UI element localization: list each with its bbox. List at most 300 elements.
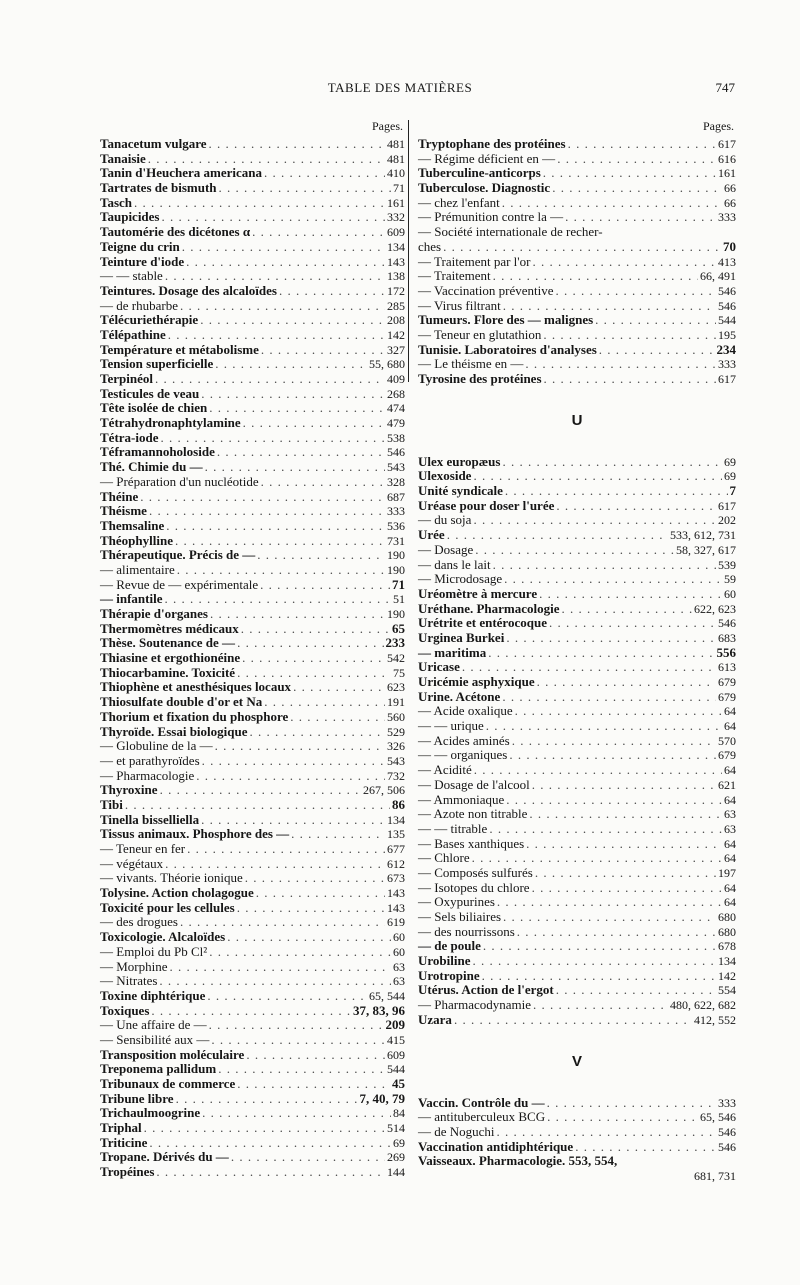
entry-term: Vaisseaux. Pharmacologie. 553, 554, [418,1153,618,1169]
entry-pages: 63 [724,821,736,836]
entry-term: — Isotopes du chlore [418,879,530,895]
dot-leader [180,915,385,930]
entry-pages: 678 [718,939,736,954]
entry-term: Tête isolée de chien [100,400,208,416]
entry-pages: 143 [387,886,405,901]
index-entry [418,837,736,852]
dot-leader [443,240,721,255]
index-entry [418,793,736,808]
entry-pages: 65, 546 [700,1110,736,1125]
index-entry [100,284,405,299]
entry-pages: 66 [724,195,736,210]
entry-pages: 412, 552 [694,1012,736,1027]
index-entry [100,504,405,519]
index-entry [100,255,405,270]
entry-pages: 333 [387,504,405,519]
dot-leader [502,196,722,211]
index-entry [418,313,736,328]
index-entry [418,210,736,225]
dot-leader [219,181,391,196]
entry-term: Thèse. Soutenance de — [100,635,236,651]
entry-term: Tuberculose. Diagnostic [418,180,551,196]
index-entry [100,269,405,284]
index-entry [100,901,405,916]
index-entry [100,769,405,784]
entry-pages: 134 [387,812,405,827]
dot-leader [215,739,385,754]
entry-pages: 554 [718,983,736,998]
dot-leader [290,710,385,725]
entry-term: Théisme [100,503,147,519]
entry-term: Uréase pour doser l'urée [418,497,555,513]
index-entry [100,225,405,240]
entry-pages: 333 [718,1095,736,1110]
page-number: 747 [715,80,735,95]
dot-leader [515,704,722,719]
index-entry [100,299,405,314]
dot-leader [497,1125,716,1140]
entry-term: Uréthane. Pharmacologie [418,600,560,616]
entry-pages: 732 [387,768,405,783]
index-entry [418,734,736,749]
dot-leader [526,837,722,852]
entry-term: — — stable [100,268,163,284]
index-entry [100,240,405,255]
index-entry [418,1096,736,1111]
entry-pages: 570 [718,733,736,748]
index-entry [418,998,736,1013]
dot-leader [544,372,716,387]
entry-pages: 66, 491 [700,269,736,284]
entry-pages: 69 [724,454,736,469]
entry-term: Thiocarbamine. Toxicité [100,664,236,680]
dot-leader [489,822,722,837]
index-entry [418,137,736,152]
index-entry [100,798,405,813]
index-entry [418,196,736,211]
dot-leader [599,343,715,358]
entry-term: — Préparation d'un nucléotide [100,473,259,489]
entry-pages: 190 [387,607,405,621]
index-list [418,137,736,1184]
dot-leader [245,871,385,886]
entry-pages: 333 [718,210,736,225]
index-entry [100,1033,405,1048]
entry-pages: 616 [718,151,736,166]
entry-term: Thermomètres médicaux [100,620,239,636]
entry-pages: 64 [724,704,736,719]
entry-term: Tanaisie [100,150,146,166]
entry-pages: 172 [387,283,405,298]
dot-leader [210,607,385,622]
entry-pages: 267, 506 [363,783,405,798]
entry-pages: 208 [387,313,405,328]
index-entry [100,1150,405,1165]
entry-term: — Emploi du Pb Cl² [100,943,208,959]
entry-pages: 86 [392,796,405,812]
entry-term: Urobiline [418,953,471,969]
index-entry [418,269,736,284]
dot-leader [462,660,716,675]
entry-pages: 269 [387,1150,405,1165]
index-entry [418,748,736,763]
index-entry [418,357,736,372]
entry-term: Tasch [100,194,133,210]
entry-term: — Bases xanthiques [418,835,525,851]
entry-pages: 65, 544 [369,988,405,1003]
dot-leader [155,372,385,387]
entry-term: Tétra-iode [100,429,159,445]
entry-term: — Acide oxalique [418,703,513,719]
entry-pages: 64 [724,851,736,866]
index-entry [100,680,405,695]
entry-term: — Nitrates [100,973,158,989]
entry-pages: 190 [387,562,405,577]
entry-pages: 328 [387,474,405,489]
dot-leader [176,1092,358,1107]
entry-pages: 514 [387,1121,405,1136]
entry-term: — Vaccination préventive [418,282,554,298]
index-entry [100,754,405,769]
entry-term: — alimentaire [100,561,175,577]
entry-pages: 65 [392,620,405,636]
entry-pages: 64 [724,895,736,910]
index-entry [418,455,736,470]
entry-term: Tibi [100,796,123,812]
dot-leader [557,152,716,167]
index-entry [418,925,736,940]
entry-term: ches [418,238,442,254]
entry-term: — Acides aminés [418,732,510,748]
entry-pages: 63 [724,807,736,822]
entry-term: — de Noguchi [418,1123,495,1139]
entry-term: Transposition moléculaire [100,1046,245,1062]
index-entry [418,983,736,998]
dot-leader [202,1106,391,1121]
dot-leader [575,1140,716,1155]
dot-leader [250,725,386,740]
entry-term: — dans le lait [418,556,491,572]
entry-term: Teigne du crin [100,238,180,254]
index-entry [100,548,405,563]
entry-term: — Traitement [418,268,491,284]
index-entry [418,675,736,690]
entry-pages: 69 [724,469,736,484]
dot-leader [252,225,385,240]
index-entry [418,939,736,954]
dot-leader [482,969,716,984]
index-entry [100,357,405,372]
entry-term: Uricase [418,659,460,675]
index-entry [100,490,405,505]
dot-leader [211,1033,385,1048]
entry-term: Tartrates de bismuth [100,180,217,196]
dot-leader [256,886,385,901]
entry-term: Thiophène et anesthésiques locaux [100,679,292,695]
index-entry [418,572,736,587]
entry-pages: 622, 623 [694,601,736,616]
index-entry [100,739,405,754]
dot-leader [532,255,716,270]
dot-leader [227,930,391,945]
entry-pages: 556 [716,644,736,660]
dot-leader [562,602,692,617]
running-header [0,80,800,100]
index-entry [100,827,405,842]
dot-leader [454,1013,692,1028]
index-entry [100,196,405,211]
index-entry [418,851,736,866]
index-entry [418,969,736,984]
entry-term: — Pharmacodynamie [418,997,531,1013]
dot-leader [502,455,722,470]
dot-leader [547,1110,698,1125]
entry-term: — infantile [100,591,163,607]
index-entry [100,592,405,607]
entry-pages: 202 [718,513,736,528]
entry-pages: 69 [393,1135,405,1150]
entry-term: Thyroïde. Essai biologique [100,723,248,739]
index-entry [418,513,736,528]
entry-pages: 609 [387,225,405,240]
entry-pages: 413 [718,254,736,269]
index-entry [100,871,405,886]
dot-leader [552,181,722,196]
dot-leader [264,166,385,181]
entry-pages: 677 [387,842,405,856]
entry-term: — — urique [418,718,484,734]
entry-term: Téframannoholoside [100,444,215,460]
dot-leader [215,357,367,372]
entry-term: — Oxypurines [418,894,495,910]
entry-term: — des drogues [100,914,178,930]
entry-pages: 63 [393,959,405,974]
dot-leader [166,519,385,534]
index-entry [100,563,405,578]
dot-leader [140,490,385,505]
entry-term: Vaccin. Contrôle du — [418,1094,545,1110]
entry-term: — Dosage [418,541,474,557]
dot-leader [486,719,722,734]
index-entry [418,328,736,343]
index-entry [418,895,736,910]
dot-leader [506,631,716,646]
dot-leader [201,813,385,828]
entry-pages: 680 [718,910,736,924]
entry-term: Thérapeutique. Précis de — [100,547,256,563]
index-entry [100,328,405,343]
entry-pages: 679 [718,689,736,704]
entry-term: Treponema pallidum [100,1061,217,1077]
index-entry [418,299,736,314]
entry-term: — Virus filtrant [418,297,501,313]
entry-term: — des nourrissons [418,923,515,939]
entry-pages: 58, 327, 617 [676,542,736,557]
index-entry [100,960,405,975]
entry-term: — Morphine [100,958,168,974]
entry-term: Urginea Burkei [418,629,505,645]
dot-leader [556,983,716,998]
entry-pages: 60 [393,944,405,959]
index-entry [418,587,736,602]
entry-term: Vaccination antidiphtérique [418,1138,574,1154]
entry-pages: 533, 612, 731 [670,528,736,543]
index-entry [418,255,736,270]
dot-leader [156,1165,385,1180]
pages-label: Pages. [703,119,734,133]
index-entry [100,636,405,651]
dot-leader [149,1136,391,1151]
index-entry [418,602,736,617]
entry-term: — Pharmacologie [100,767,195,783]
entry-term: Thyroxine [100,782,158,798]
entry-pages: 84 [393,1106,405,1121]
entry-pages: 546 [718,283,736,298]
dot-leader [291,827,385,842]
dot-leader [241,622,390,637]
dot-leader [473,513,716,528]
entry-term: Tanacetum vulgare [100,136,207,151]
dot-leader [595,313,716,328]
entry-pages: 543 [387,753,405,768]
dot-leader [529,807,722,822]
entry-pages: 285 [387,298,405,313]
dot-leader [170,960,391,975]
entry-pages: 679 [718,675,736,689]
dot-leader [474,763,722,778]
dot-leader [162,210,386,225]
entry-pages: 64 [724,792,736,807]
entry-pages: 197 [718,865,736,880]
entry-term: — et parathyroïdes [100,752,200,768]
index-entry [418,822,736,837]
dot-leader [165,857,385,872]
entry-pages: 546 [718,298,736,313]
index-entry [100,945,405,960]
dot-leader [483,939,716,954]
index-entry [100,607,405,622]
entry-term: Urotropine [418,967,480,983]
entry-term: Toxine diphtérique [100,987,206,1003]
index-entry [100,372,405,387]
entry-pages: 191 [387,695,405,710]
entry-term: Thorium et fixation du phosphore [100,708,289,724]
index-entry [100,813,405,828]
index-entry [418,528,736,543]
entry-pages: 75 [393,665,405,680]
dot-leader [475,543,674,558]
index-entry [100,666,405,681]
dot-leader [246,1048,385,1063]
dot-leader [164,592,391,607]
entry-pages: 142 [387,327,405,342]
entry-pages: 479 [387,416,405,431]
entry-pages: 673 [387,871,405,886]
entry-term: Tyrosine des protéines [418,371,542,386]
entry-pages: 609 [387,1047,405,1062]
entry-pages: 134 [718,954,736,969]
entry-pages: 64 [724,880,736,895]
index-entry [418,558,736,573]
dot-leader [535,866,716,881]
entry-term: Ulexoside [418,468,472,484]
entry-term: — Une affaire de — [100,1017,207,1033]
index-entry [100,1092,405,1107]
dot-leader [159,974,391,989]
index-column-left [100,116,405,1180]
entry-pages: 546 [718,1139,736,1154]
entry-term: Télécuriethérapie [100,312,199,328]
index-entry [100,578,405,593]
entry-pages: 143 [387,900,405,915]
index-entry [100,989,405,1004]
entry-term: Température et métabolisme [100,341,259,357]
index-entry [100,137,405,152]
dot-leader [186,255,385,270]
entry-pages: 66 [724,181,736,196]
entry-term: — — organiques [418,747,508,763]
dot-leader [260,578,390,593]
entry-term: Tinella bisselliella [100,811,200,827]
index-entry [100,915,405,930]
entry-term: — Chlore [418,850,470,866]
entry-pages: 7, 40, 79 [359,1090,405,1106]
entry-term: Testicules de veau [100,385,200,401]
index-entry [418,372,736,387]
index-entry [100,710,405,725]
entry-term: Tribunaux de commerce [100,1076,236,1091]
index-entry [100,460,405,475]
entry-term: Télépathine [100,326,166,342]
index-entry [100,475,405,490]
index-entry [418,704,736,719]
index-entry [100,886,405,901]
index-column-right [418,116,736,1184]
dot-leader [512,734,716,749]
index-entry [100,152,405,167]
entry-term: — de rhubarbe [100,297,178,313]
dot-leader [503,299,716,314]
dot-leader [134,196,385,211]
dot-leader [565,210,716,225]
entry-pages: 70 [723,238,736,254]
index-entry [418,807,736,822]
index-entry [418,152,736,167]
entry-pages: 539 [718,557,736,572]
entry-pages: 60 [724,586,736,601]
entry-term: — Prémunition contre la — [418,209,564,225]
entry-term: Tropane. Dérivés du — [100,1149,229,1165]
entry-pages: 327 [387,342,405,357]
dot-leader [497,895,722,910]
dot-leader [207,989,367,1004]
entry-term: — végétaux [100,855,164,871]
entry-pages: 474 [387,401,405,416]
index-entry [100,842,405,857]
dot-leader [509,748,716,763]
index-entry [100,1004,405,1019]
dot-leader [264,695,385,710]
index-entry [418,881,736,896]
entry-pages: 64 [724,836,736,851]
dot-leader [472,851,722,866]
entry-pages: 546 [718,616,736,631]
dot-leader [237,901,385,916]
entry-pages: 481 [387,137,405,151]
entry-term: — chez l'enfant [418,194,500,210]
entry-term: — Dosage de l'alcool [418,776,530,792]
dot-leader [175,534,385,549]
